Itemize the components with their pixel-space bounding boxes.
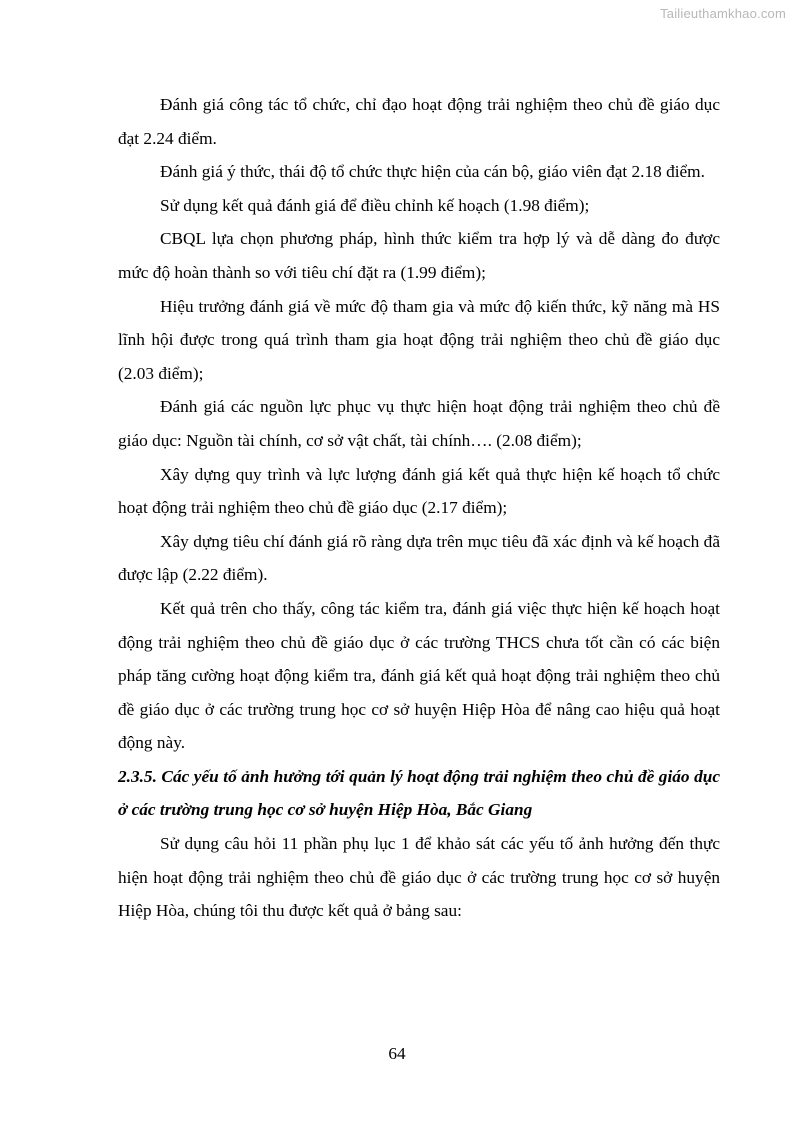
paragraph-evaluation-criteria-rating: Xây dựng tiêu chí đánh giá rõ ràng dựa trên mục tiêu đã xác định và kế hoạch đã được lập (2.22 điểm).	[118, 531, 720, 585]
page-body	[118, 88, 720, 928]
page-number: 64	[388, 1044, 406, 1063]
site-watermark: Tailieuthamkhao.com	[660, 6, 786, 21]
paragraph-organization-rating: Đánh giá công tác tổ chức, chỉ đạo hoạt động trải nghiệm theo chủ đề giáo dục đạt 2.24 điểm.	[118, 95, 720, 148]
paragraph-plan-adjustment-rating: Sử dụng kết quả đánh giá để điều chỉnh kế hoạch (1.98 điểm);	[160, 195, 590, 215]
section-heading: 2.3.5. Các yếu tố ảnh hưởng tới quản lý hoạt động trải nghiệm theo chủ đề giáo dục ở các trường trung học cơ sở huyện Hiệp Hòa, Bắc Giang	[118, 766, 720, 820]
paragraph-staff-attitude-rating: Đánh giá ý thức, thái độ tổ chức thực hiện của cán bộ, giáo viên đạt 2.18 điểm.	[160, 162, 705, 182]
paragraph-principal-evaluation-rating: Hiệu trưởng đánh giá về mức độ tham gia và mức độ kiến thức, kỹ năng mà HS lĩnh hội được trong quá trình tham gia hoạt động trải nghiệm theo chủ đề giáo dục (2.03 điểm);	[118, 296, 720, 383]
paragraph-inspection-method-rating: CBQL lựa chọn phương pháp, hình thức kiểm tra hợp lý và dễ dàng đo được mức độ hoàn thành so với tiêu chí đặt ra (1.99 điểm);	[118, 229, 720, 282]
paragraph-resources-rating: Đánh giá các nguồn lực phục vụ thực hiện hoạt động trải nghiệm theo chủ đề giáo dục: Nguồn tài chính, cơ sở vật chất, tài chính…. (2.08 điểm);	[118, 397, 720, 450]
paragraph-evaluation-process-rating: Xây dựng quy trình và lực lượng đánh giá kết quả thực hiện kế hoạch tổ chức hoạt động trải nghiệm theo chủ đề giáo dục (2.17 điểm);	[118, 464, 720, 518]
paragraph-survey-intro: Sử dụng câu hỏi 11 phần phụ lục 1 để khảo sát các yếu tố ảnh hưởng đến thực hiện hoạt động trải nghiệm theo chủ đề giáo dục ở các trường trung học cơ sở huyện Hiệp Hòa, chúng tôi thu được kết quả ở bảng sau:	[118, 834, 720, 921]
paragraph-conclusion: Kết quả trên cho thấy, công tác kiểm tra, đánh giá việc thực hiện kế hoạch hoạt động trải nghiệm theo chủ đề giáo dục ở các trường THCS chưa tốt cần có các biện pháp tăng cường hoạt động kiểm tra, đánh giá kết quả hoạt động trải nghiệm theo chủ đề giáo dục ở các trường trung học cơ sở huyện Hiệp Hòa để nâng cao hiệu quả hoạt động này.	[118, 598, 720, 753]
